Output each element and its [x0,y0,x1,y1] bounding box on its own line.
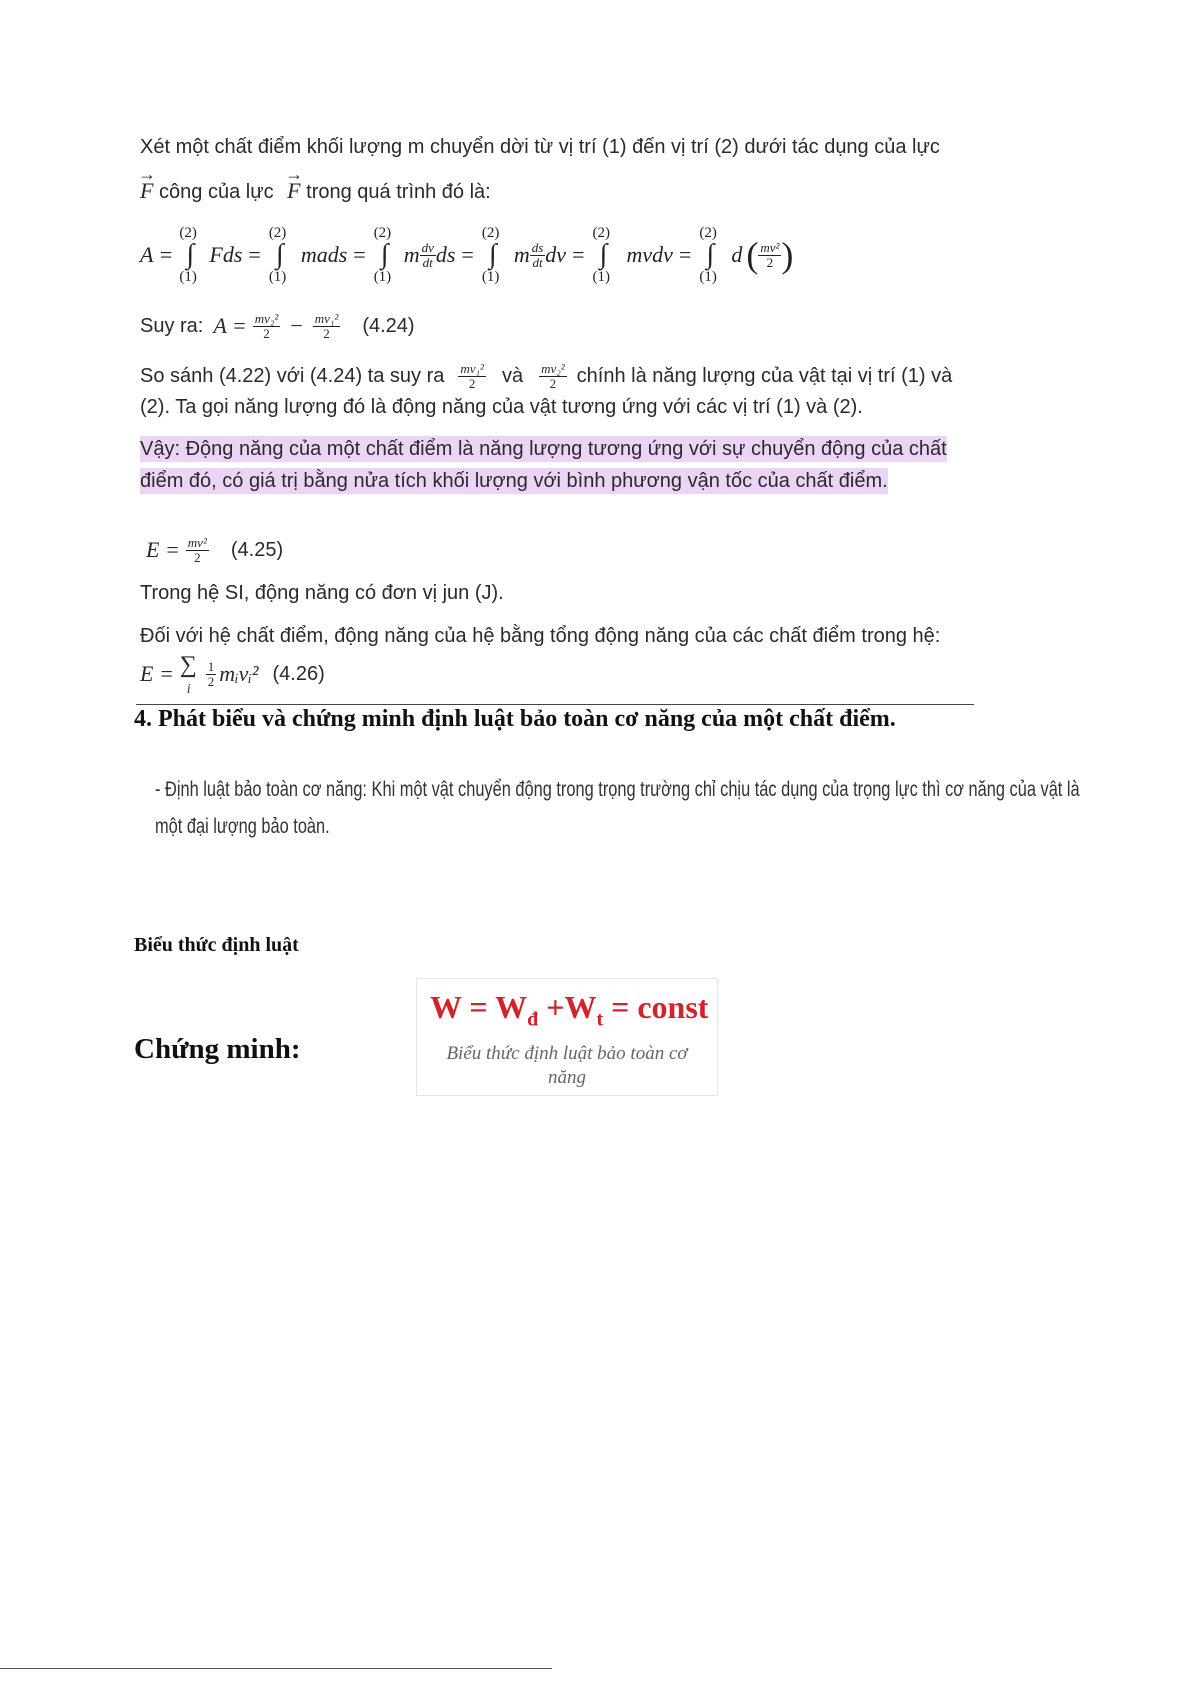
paren-close: ) [781,235,794,275]
term6-frac: $\frac{\text{mv²}}{2}$ [760,239,780,270]
eq-3: = [461,242,474,267]
force-vector: → F [140,178,153,204]
force-vector-2: → F [287,178,300,204]
compare-va: và [501,364,524,387]
system-lhs: E = [140,661,174,686]
compare-part-1: So sánh (4.22) với (4.24) ta suy ra [140,364,445,387]
compare-part-2: chính là năng lượng của vật tại vị trí (1) và [576,364,953,387]
suy-ra-lhs: A = [213,313,247,338]
integral-6: (2) ∫ (1) [699,225,717,285]
conservation-formula-figure [416,978,718,1096]
suy-ra-minus: − [290,313,303,338]
intro-line-1: Xét một chất điểm khối lượng m chuyển dời từ vị trí (1) đến vị trí (2) dưới tác dụng của lực [140,136,940,158]
compare-line-2: (2). Ta gọi năng lượng đó là động năng của vật tương ứng với các vị trí (1) và (2). [140,396,863,418]
conclusion-line-1 [140,438,947,461]
formula-caption-line-2: năng [548,1067,586,1088]
energy-frac: $\frac{\text{mv²}}{2}$ [187,534,207,565]
term-mvdv: mvdv [626,242,673,267]
integral-4: (2) ∫ (1) [481,225,500,285]
integral-2: (2) ∫ (1) [268,225,287,285]
work-lhs: A = [140,242,174,267]
subscript-d: đ [527,1008,539,1031]
integral-3: (2) ∫ (1) [373,225,392,285]
eq-2: = [353,242,366,267]
system-text: Đối với hệ chất điểm, động năng của hệ bằng tổng động năng của các chất điểm trong hệ: [140,625,941,647]
system-equation [140,650,325,698]
sigma-symbol: ∑ [179,652,197,678]
expression-heading: Biểu thức định luật [134,934,299,956]
integral-5: (2) ∫ (1) [592,225,610,285]
sigma-group [178,650,202,698]
law-line-1: - Định luật bảo toàn cơ năng: Khi một vật chuyển động trong trọng trường chỉ chịu tác dụng của trọng lực thì cơ năng của vật là [155,778,1080,801]
proof-heading: Chứng minh: [134,1033,301,1065]
integral-1: (2) ∫ (1) [179,225,197,285]
term3-tail: ds [435,242,456,267]
system-term: mᵢvᵢ² [219,661,259,686]
energy-lhs: E = [146,537,180,562]
bottom-rule [0,1668,552,1669]
term4-frac: $\frac{ds}{dt}$ [531,239,544,270]
conclusion-line-2 [140,470,888,493]
intro-line-2 [140,178,491,204]
system-ref: (4.26) [272,662,325,685]
section-4-heading: 4. Phát biểu và chứng minh định luật bảo toàn cơ năng của một chất điểm. [134,706,896,732]
intro-line-2-mid: công của lực [159,181,274,203]
suy-ra-ref: (4.24) [362,314,415,337]
conclusion-highlight-1: Vậy: Động năng của một chất điểm là năng lượng tương ứng với sự chuyển động của chất [140,438,947,460]
conclusion-highlight-2: điểm đó, có giá trị bằng nửa tích khối lượng với bình phương vận tốc của chất điểm. [140,470,888,492]
term6-d: d [731,242,743,267]
eq-4: = [572,242,585,267]
energy-equation [146,530,283,570]
eq-1: = [248,242,261,267]
system-half: $\frac{1}{2}$ [207,658,215,689]
sigma-subscript: i [186,682,191,697]
section-divider [136,704,974,705]
term-mads: mads [300,242,348,267]
paren-open: ( [746,235,759,275]
work-equation [140,224,793,286]
compare-frac-2: $\frac{\text{mv₂²}}{2}$ [541,360,565,391]
compare-frac-1: $\frac{\text{mv₁²}}{2}$ [460,360,484,391]
subscript-t: t [596,1008,604,1031]
term-fds: Fds [209,242,243,267]
law-line-2: một đại lượng bảo toàn. [155,815,330,838]
intro-line-2-end: trong quá trình đó là: [306,181,491,203]
suy-ra-line [140,306,415,346]
suy-ra-label: Suy ra: [140,314,204,337]
suy-ra-frac-2: $\frac{\text{mv₁²}}{2}$ [314,310,339,341]
conservation-formula: $W = W_đ +W_t$ = const [430,989,709,1031]
compare-line-1 [140,356,952,396]
energy-ref: (4.25) [230,538,284,561]
term4-tail: dv [545,242,567,267]
term3-m: m [403,242,420,267]
eq-5: = [678,242,692,267]
formula-caption-line-1: Biểu thức định luật bảo toàn cơ [446,1043,688,1064]
si-unit-text: Trong hệ SI, động năng có đơn vị jun (J). [140,582,504,604]
term4-m: m [513,242,530,267]
term3-frac: $\frac{dv}{dt}$ [421,239,434,270]
suy-ra-frac-1: $\frac{\text{mv₂²}}{2}$ [254,310,279,341]
